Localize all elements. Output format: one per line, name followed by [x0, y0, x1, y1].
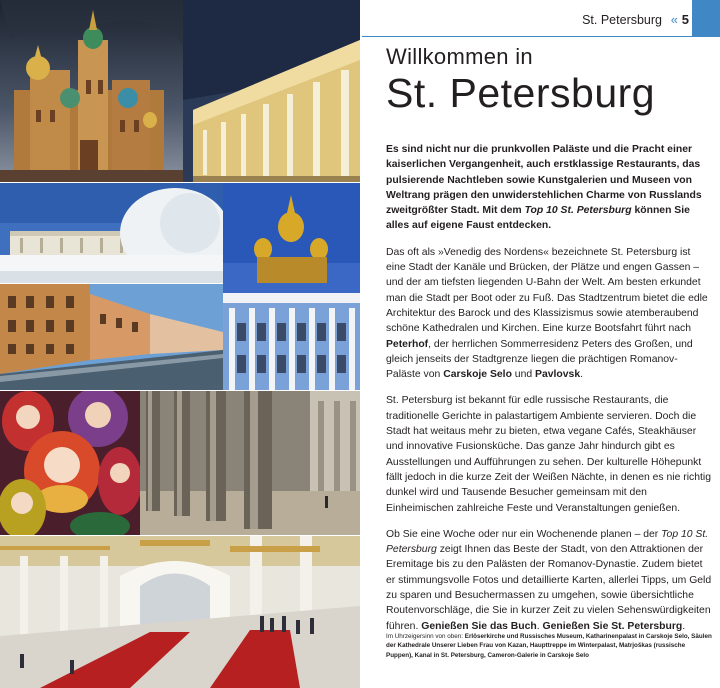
p3-enjoy-book: Genießen Sie das Buch — [421, 620, 537, 632]
intro-text-2: können Sie alles auf eigene Faust entdecken. — [386, 205, 690, 232]
photo-winter-palace-staircase — [0, 536, 360, 688]
title-line-2: St. Petersburg — [386, 70, 656, 116]
p1-text-4: . — [580, 369, 583, 381]
p3-book-title: Top 10 St. Petersburg — [386, 528, 709, 556]
caption-items: Erlöserkirche und Russisches Museum, Katharinenpalast in Carskoje Selo, Säulen der Kathedrale Unserer Lieben Frau von Kazan, Haupttreppe im Winterpalast, Matrjoškas (russische Puppen), Kanal in St. Petersburg, Cameron-Galerie in Carskoje Selo — [386, 633, 712, 659]
intro-book-title: Top 10 St. Petersburg — [524, 205, 632, 217]
intro-paragraph — [386, 142, 712, 234]
paragraph-1 — [386, 245, 712, 383]
section-title: St. Petersburg — [582, 13, 662, 27]
p3-enjoy-city: Genießen Sie St. Petersburg — [542, 620, 683, 632]
text-column — [386, 44, 712, 634]
paragraph-3 — [386, 527, 712, 634]
p1-pavlovsk: Pavlovsk — [535, 369, 581, 381]
p1-text-3: und — [511, 369, 536, 381]
photo-canal — [0, 284, 223, 390]
photo-caption — [386, 632, 712, 660]
page-number: 5 — [681, 12, 689, 27]
page-tab — [692, 0, 720, 37]
p3-text-2: zeigt Ihnen das Beste der Stadt, von den Attraktionen der Eremitage bis zu den Palästen der Romanov-Dynastie. Zudem bietet er stimmungsvolle Fotos und detaillierte Karten, allerlei Tipps, um Geld zu sparen und Besuchermassen zu umgehen, sowie übersichtliche Routenvorschläge, die Sie in kurzer Zeit zu vielen Sehenswürdigkeiten führen. — [386, 544, 712, 632]
p1-text-2: , der herrlichen Sommerresidenz Peters des Großen, und gleich jenseits der Stadtgrenze liegen die prächtigen Romanov-Paläste von — [386, 338, 693, 381]
p1-carskoje-selo: Carskoje Selo — [443, 369, 512, 381]
paragraph-2: St. Petersburg ist bekannt für edle russische Restaurants, die traditionelle Gerichte in palastartigem Ambiente servieren. Doch die Stadt hat weitaus mehr zu bieten, etwa vegane Cafés, Steakhäuser und innovative Fusionsküche. Das ganze Jahr hindurch gibt es Ausstellungen und Aufführungen zu sehen. Der kulturelle Höhepunkt fällt jedoch in die kurze Zeit der Weißen Nächte, in denen es nie richtig dunkel wird und Tausende Besucher gemeinsam mit den Einheimischen zahlreiche Feste und Veranstaltungen genießen. — [386, 395, 711, 514]
p3-text-4: . — [682, 620, 686, 632]
p3-text-1: Ob Sie eine Woche oder nur ein Wochenende planen – der — [386, 528, 662, 540]
p1-text-1: Das oft als »Venedig des Nordens« bezeichnete St. Petersburg ist eine Stadt der Kanäle und Brücken, der Plätze und engen Gassen – und der am tiefsten liegenden U-Bahn der Welt. Am besten erkundet man die Stadt per Boot oder zu Fuß. Das Stadtzentrum bietet die edle Architektur des Barock und des Klassizismus sowie atemberaubend schöne Kathedralen und Kirchen. Eine kurze Bootsfahrt führt nach — [386, 246, 708, 335]
photo-matryoshka — [0, 391, 140, 535]
photo-savior-church — [0, 0, 183, 182]
photo-russian-museum — [183, 0, 360, 182]
header-rule — [362, 36, 692, 37]
p3-text-3: . — [536, 620, 543, 632]
photo-cameron-gallery — [0, 183, 223, 283]
caption-prefix: Im Uhrzeigersinn von oben: — [386, 633, 465, 640]
chevron-icon: « — [670, 12, 678, 27]
running-header — [362, 0, 720, 38]
photo-catherine-palace — [223, 183, 360, 390]
photo-kazan-columns — [140, 391, 360, 535]
p1-peterhof: Peterhof — [386, 338, 429, 350]
intro-text-1: Es sind nicht nur die prunkvollen Paläste und die Pracht einer kaiserlichen Vergangenheit, auch erstklassige Restaurants, das pulsierende Nachtleben sowie Kunstgalerien und Museen von Weltrang prägen den unwiderstehlichen Charme von Russlands zweitgrößter Stadt. Mit dem — [386, 144, 702, 217]
title-line-1: Willkommen in — [386, 44, 533, 69]
